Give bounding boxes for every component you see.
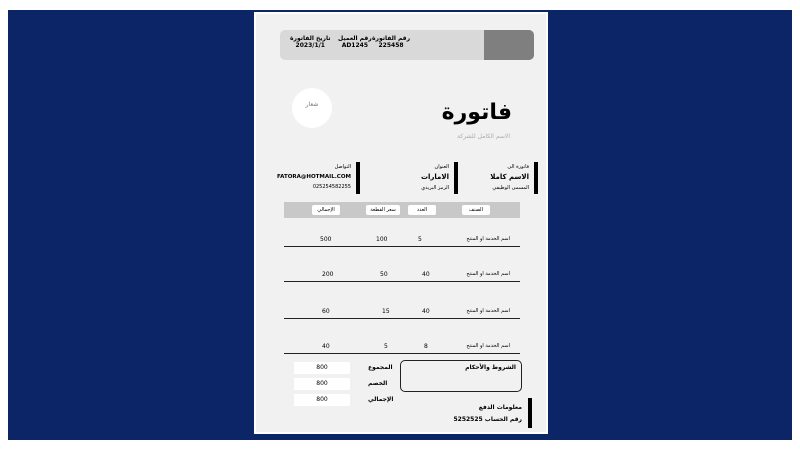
discount-label: الخصم xyxy=(368,380,388,387)
account-number: رقم الحساب 5252525 xyxy=(453,416,522,423)
grand-total-value: 800 xyxy=(294,394,350,406)
invoice-page xyxy=(254,12,548,434)
address: العنوان الامارات الرمز البريدي xyxy=(421,162,458,194)
bill-to: فاتورة الى الاسم كاملا المسمى الوظيفي xyxy=(490,162,538,194)
logo: شعار xyxy=(292,88,332,128)
col-total: الإجمالي xyxy=(312,205,340,215)
col-item: الصنف xyxy=(462,205,490,215)
invoice-number: رقم الفاتورة 225458 xyxy=(372,35,411,49)
payment-label: معلومات الدفع xyxy=(478,404,522,411)
company-name: الاسم الكامل للشركة xyxy=(457,133,510,140)
table-row: اسم الخدمة او المنتج 40 15 60 xyxy=(284,306,520,319)
header-accent-block xyxy=(484,30,534,60)
col-price: سعر القطعة xyxy=(366,205,400,215)
invoice-date: تاريخ الفاتورة 2023/1/1 xyxy=(290,35,331,49)
terms-box: الشروط والأحكام xyxy=(400,360,522,392)
payment-accent-bar xyxy=(528,398,532,428)
table-header xyxy=(284,202,520,218)
discount-value: 800 xyxy=(294,378,350,390)
invoice-header-bar xyxy=(280,30,534,60)
table-row: اسم الخدمة او المنتج 8 5 40 xyxy=(284,341,520,354)
subtotal-label: المجموع xyxy=(368,364,393,371)
col-qty: العدد xyxy=(408,205,436,215)
table-row: اسم الخدمة او المنتج 40 50 200 xyxy=(284,269,520,282)
grand-total-label: الإجمالي xyxy=(368,396,394,403)
contact: التواصل FATORA@HOTMAIL.COM 025254582255 xyxy=(277,162,360,194)
subtotal-value: 800 xyxy=(294,362,350,374)
client-number: رقم العميل AD1245 xyxy=(338,35,372,49)
table-row: اسم الخدمة او المنتج 5 100 500 xyxy=(284,234,520,247)
page-title: فاتورة xyxy=(441,100,512,125)
